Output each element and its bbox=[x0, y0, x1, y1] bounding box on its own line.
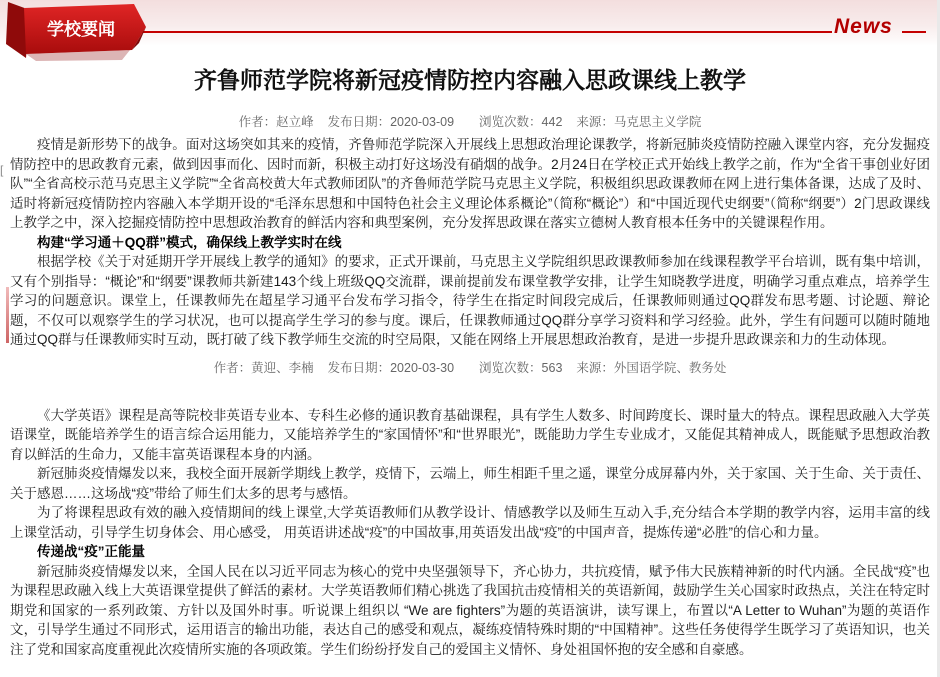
article2-paragraph-3: 为了将课程思政有效的融入疫情期间的线上课堂,大学英语教师们从教学设计、情感教学以及师生互动入手,充分结合本学期的教学内容，运用丰富的线上课堂活动，引导学生切身体会、用心感受， 用英语讲述战“疫”的中国故事,用英语发出战“疫”的中国声音，提炼传递“必胜”的信心和力量。 bbox=[10, 505, 930, 540]
byline1-source: 来源：马克思主义学院 bbox=[576, 115, 702, 129]
header-end-dash bbox=[902, 31, 926, 33]
article2-paragraph-2: 新冠肺炎疫情爆发以来，我校全面开展新学期线上教学，疫情下，云端上，师生相距千里之遥，课堂分成屏幕内外，关于家国、关于生命、关于责任、关于感恩……这场战“疫”带给了师生们太多的思考与感悟。 bbox=[10, 466, 930, 501]
article2-paragraph-1: 《大学英语》课程是高等院校非英语专业本、专科生必修的通识教育基础课程，具有学生人数多、时间跨度长、课时量大的特点。课程思政融入大学英语课堂，既能培养学生的语言综合运用能力，又能培养学生的“家国情怀”和“世界眼光”，既能助力学生专业成才，又能促其精神成人，既能赋予思想政治教育以鲜活的生命力，又能丰富英语课程本身的内涵。 bbox=[10, 407, 930, 462]
article1-paragraph-1: 疫情是新形势下的战争。面对这场突如其来的疫情，齐鲁师范学院深入开展线上思想政治理论课教学，将新冠肺炎疫情防控融入课堂内容，充分发掘疫情防控中的思政教育元素，做到因事而化、因时而新，积极主动打好这场没有硝烟的战争。2月24日在学校正式开始线上教学之前，作为“全省干事创业好团队”“全省高校示范马克思主义学院”“全省高校黄大年式教师团队”的齐鲁师范学院马克思主义学院，积极组织思政课教师在网上进行集体备课，达成了及时、适时将新冠疫情防控内容融入本学期开设的“毛泽东思想和中国特色社会主义理论体系概论”（简称“概论”）和“中国近现代史纲要”（简称“纲要”）2门思政课线上教学之中，深入挖掘疫情防控中思想政治教育的鲜活内容和典型案例，充分发挥思政课在落实立德树人教育根本任务中的关键课程作用。 bbox=[10, 137, 930, 230]
article-body bbox=[0, 135, 940, 659]
byline2-views: 浏览次数：563 bbox=[479, 360, 563, 375]
ribbon-label: 学校要闻 bbox=[47, 20, 115, 39]
byline-article1 bbox=[0, 114, 940, 130]
left-margin-bracket-artifact: [ bbox=[0, 163, 4, 177]
byline2-date: 发布日期：2020-03-30 bbox=[327, 360, 455, 375]
article2-paragraph-4: 新冠肺炎疫情爆发以来，全国人民在以习近平同志为核心的党中央坚强领导下，齐心协力，共抗疫情，赋予伟大民族精神新的时代内涵。全民战“疫”也为课程思政融入线上大英语课堂提供了鲜活的素材。大学英语教师们精心挑选了我国抗击疫情相关的英语新闻，鼓励学生关心国家时政热点，关注在特定时期党和国家的一系列政策、方针以及国外时事。听说课上组织以 “We are fighters”为题的英语演讲，读写课上，布置以“A Letter to Wuhan”为题的英语作文，引导学生通过不同形式，运用语言的输出功能，表达自己的感受和观点，凝练疫情特殊时期的“中国精神”。这些任务使得学生既学习了英语知识，也关注了党和国家高度重视此次疫情所实施的各项政策。学生们纷纷抒发自己的爱国主义情怀、身处祖国怀抱的安全感和自豪感。 bbox=[10, 563, 930, 657]
byline-article2 bbox=[10, 360, 930, 376]
byline1-date: 发布日期：2020-03-09 bbox=[327, 115, 455, 129]
article1-paragraph-2: 根据学校《关于对延期开学开展线上教学的通知》的要求，正式开课前，马克思主义学院组织思政课教师参加在线课程教学平台培训，既有集中培训，又有个别指导：“概论”和“纲要”课教师共新建143个线上班级QQ交流群，课前提前发布课堂教学安排，让学生知晓教学进度，明确学习重点难点，培养学生学习的问题意识。课堂上，任课教师先在超星学习通平台发布学习指令，待学生在指定时间段完成后，任课教师则通过QQ群发布思考题、讨论题、辩论题，不仅可以观察学生的学习状况，也可以提高学生学习的参与度。课后，任课教师通过QQ群分享学习资料和学习经验。此外，学生有问题可以随时随地通过QQ群与任课教师实时互动，既打破了线下教学师生交流的时空局限，又能在网络上开展思想政治教育，是进一步提升思政课亲和力的生动体现。 bbox=[10, 254, 930, 347]
article2-section-heading: 传递战“疫”正能量 bbox=[37, 544, 145, 559]
page-header bbox=[0, 0, 940, 46]
news-wordmark: News bbox=[834, 15, 893, 38]
header-rule-line bbox=[128, 31, 832, 33]
article-title: 齐鲁师范学院将新冠疫情防控内容融入思政课线上教学 bbox=[194, 67, 746, 93]
byline2-author: 作者：黄迎、李楠 bbox=[213, 360, 314, 375]
byline1-views: 浏览次数：442 bbox=[479, 115, 563, 129]
byline2-source: 来源：外国语学院、教务处 bbox=[576, 360, 727, 375]
article1-section-heading: 构建“学习通＋QQ群”模式，确保线上教学实时在线 bbox=[37, 234, 342, 250]
school-news-ribbon[interactable] bbox=[4, 0, 156, 62]
byline1-author: 作者：赵立峰 bbox=[238, 115, 314, 129]
left-margin-red-sliver-artifact bbox=[6, 287, 9, 343]
